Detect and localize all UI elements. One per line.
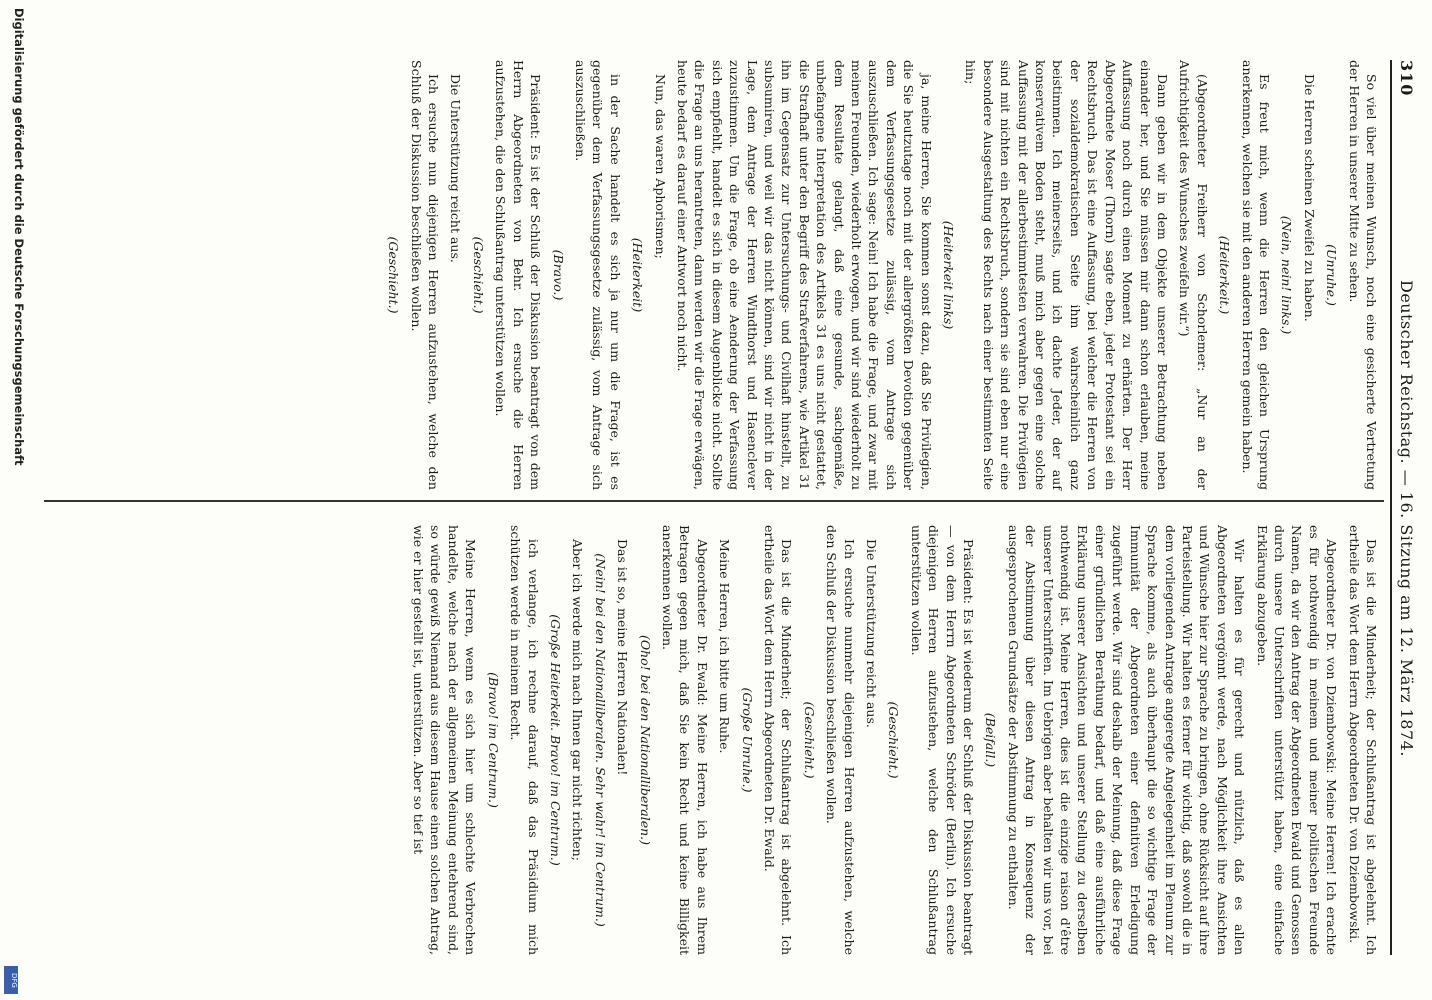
interjection: (Geschieht.) bbox=[886, 701, 902, 779]
interjection: (Unruhe.) bbox=[1324, 244, 1340, 306]
paragraph: Das ist die Minderheit; der Schlußantrag ist abgelehnt. Ich ertheile das Wort dem Herrn Abgeordneten Dr. von Dziembowski. bbox=[1346, 525, 1379, 955]
paragraph: So viel über meinen Wunsch, noch eine gesicherte Vertretung der Herren in unserer Mitte zu sehen. bbox=[1346, 60, 1379, 490]
dfg-logo bbox=[4, 966, 18, 994]
running-title: Deutscher Reichstag. — 16. Sitzung am 12. März 1874. bbox=[1397, 280, 1416, 757]
interjection: (Heiterkeit.) bbox=[1217, 235, 1233, 315]
interjection: (Heiterkeit links) bbox=[941, 220, 957, 330]
paragraph: Das ist die Minderheit; der Schlußantrag ist abgelehnt. Ich ertheile das Wort dem Herrn Abgeordneten Dr. Ewald. bbox=[762, 525, 795, 955]
interjection: (Bravo.) bbox=[550, 249, 566, 301]
paragraph: Das ist so, meine Herren Nationalen! bbox=[615, 539, 631, 776]
paragraph: ich verlange, ich rechne darauf, daß das Präsidium mich schützen werde in meinem Recht. bbox=[508, 525, 541, 955]
paragraph: (Abgeordneter Freiherr von Schorlemer: „Nur an der Aufrichtigkeit des Wunsches zweifeln wir.“) bbox=[1177, 60, 1210, 490]
paragraph: Nun, das waren Aphorismen; bbox=[652, 74, 668, 259]
interjection: (Nein! bei den Nationalliberalen. Sehr wahr! im Centrum.) bbox=[592, 553, 608, 927]
paragraph: Ich ersuche nunmehr diejenigen Herren aufzustehen, welche den Schluß der Diskussion beschließen wollen. bbox=[824, 525, 857, 955]
paragraph: Meine Herren, wenn es sich hier um schlechte Verbrechen handelte, welche nach der allgemeinen Meinung entehrend sind, so würde gewiß Niemand aus diesem Hause einen solchen Antrag, wie er hier gestellt ist, unterstützen. Aber so tief ist bbox=[411, 525, 479, 955]
paragraph: Wir halten es für gerecht und nützlich, daß es allen Abgeordneten vergönnt werde, nach Möglichkeit ihre Ansichten und Wünsche hier zur Sprache zu bringen, ohne Rücksicht auf ihre Parteistellung. Wir halten es ferner für wichtig, daß sowohl die in dem vorliegenden Antrage angeregte Angelegenheit im Plenum zur Sprache komme, als auch überhaupt die so wichtige Frage der Immunität der Abgeordneten einer definitiven Erledigung zugeführt werde. Wir sind deshalb der Meinung, daß diese Frage einer gründlichen Berathung bedarf, und daß eine ausführliche Erklärung unserer Ansichten und unserer Stellung zu derselben nothwendig ist. Meine Herren, dies ist die einzige raison d'être unserer Unterschriften. Im Uebrigen aber behalten wir uns vor, bei der Abstimmung über diesen Antrag in Konsequenz der ausgesprochenen Grundsätze der Abstimmung zu enthalten. bbox=[1005, 525, 1248, 955]
paragraph: Die Herren scheinen Zweifel zu haben. bbox=[1301, 74, 1317, 322]
left-column bbox=[380, 60, 1380, 490]
page-number: 310 bbox=[1397, 60, 1416, 97]
interjection: (Große Unruhe.) bbox=[739, 687, 755, 793]
interjection: (Geschieht.) bbox=[801, 701, 817, 779]
funding-notice: Digitalisierung gefördert durch die Deutsche Forschungsgemeinschaft bbox=[12, 8, 26, 466]
interjection: (Geschieht.) bbox=[386, 236, 402, 314]
interjection: (Nein, nein! links.) bbox=[1279, 215, 1295, 335]
paragraph: Es freut mich, wenn die Herren den gleichen Ursprung anerkennen, welchen sie mit den anderen Herren gemein haben. bbox=[1239, 60, 1272, 490]
paragraph: Abgeordneter Dr. Ewald: Meine Herren, ich habe aus Ihrem Betragen gegen mich, daß Sie kein Recht und keine Billigkeit anerkennen wollen. bbox=[659, 525, 710, 955]
paragraph: Aber ich werde mich nach Ihnen gar nicht richten; bbox=[570, 539, 586, 861]
paragraph: Die Unterstützung reicht aus. bbox=[864, 539, 880, 728]
paragraph: Die Unterstützung reicht aus. bbox=[448, 74, 464, 263]
page-header bbox=[1390, 60, 1422, 955]
interjection: (Beifall.) bbox=[983, 712, 999, 768]
paragraph: Ich ersuche nun diejenigen Herren aufzustehen, welche den Schluß der Diskussion beschließen wollen. bbox=[408, 60, 442, 490]
dfg-logo-text: DFG bbox=[10, 972, 18, 988]
interjection: (Oho! bei den Nationalliberalen.) bbox=[637, 634, 653, 846]
paragraph: Abgeordneter Dr. von Dziembowski: Meine Herren! Ich erachte es für nothwendig in meinem und meiner politischen Freunde Namen, da wir den Antrag der Abgeordneten Ewald und Genossen durch unsere Unterschriften unterstützt haben, eine einfache Erklärung abzugeben. bbox=[1254, 525, 1340, 955]
paragraph: Präsident: Es ist wiederum der Schluß der Diskussion beantragt — von dem Herrn Abgeordneten Schröder (Berlin). Ich ersuche diejenigen Herren aufzustehen, welche den Schlußantrag unterstützen wollen. bbox=[908, 525, 977, 955]
paragraph: Dann geben wir in dem Objekte unserer Betrachtung neben einander her, und Sie müssen mir dann schon erlauben, meine Auffassung noch durch einen Moment zu erhärten. Der Herr Abgeordnete Moser (Thorn) sagte eben, jeder Protestant sei ein Rechtsbruch. Das ist eine Auffassung, bei welcher die Herren von der sozialdemokratischen Seite ihm wahrscheinlich ganz beistimmen. Ich meinerseits, und ich dachte Jeder, der auf konservativem Boden steht, muß mich aber gegen eine solche Auffassung mit der allerbestimmtesten verwahren. Die Privilegien sind mit nichten ein Rechtsbruch, sondern sie sind eben nur eine besondere Ausgestaltung des Rechts nach einer bestimmten Seite hin; bbox=[963, 60, 1170, 490]
interjection: (Heiterkeit) bbox=[630, 237, 646, 313]
right-column bbox=[405, 525, 1380, 955]
interjection: (Bravo! im Centrum.) bbox=[485, 672, 501, 808]
paragraph: Präsident: Es ist der Schluß der Diskussion beantragt von dem Herrn Abgeordneten von Behr. Ich ersuche die Herren aufzustehen, die den Schlußantrag unterstützen wollen. bbox=[493, 60, 544, 490]
page-footer bbox=[0, 0, 32, 1000]
column-divider bbox=[44, 500, 1384, 502]
interjection: (Große Heiterkeit. Bravo! im Centrum.) bbox=[547, 614, 563, 866]
paragraph: in der Sache handelt es sich ja nur um die Frage, ist es gegenüber dem Verfassungsgesetze zulässig, vom Antrage sich auszuschließen. bbox=[572, 60, 623, 490]
paragraph: ja, meine Herren, Sie kommen sonst dazu, daß Sie Privilegien, die Sie heutzutage noch mit der allergrößten Devotion gegenüber dem Verfassungsgesetze zulässig, vom Antrage sich auszuschließen. Ich sage: Nein! Ich habe die Frage, und zwar mit meinen Freunden, wiederholt erwogen, und wir sind wiederholt zu dem Resultate gelangt, daß eine gesunde, sachgemäße, unbefangene Interpretation des Artikels 31 es uns nicht gestattet, die Strafhaft unter den Begriff des Strafverfahrens, wie Artikel 31 ihn im Gegensatz zur Untersuchungs- und Civilhaft hinstellt, zu subsumiren, und weil wir das nicht können, sind wir nicht in der Lage, dem Antrage der Herren Windthorst und Hasenclever zuzustimmen. Um die Frage, ob eine Aenderung der Verfassung sich empfiehlt, handelt es sich in diesem Augenblicke nicht. Sollte die Frage an uns herantreten, dann werden wir die Frage erwägen, heute bedarf es darauf einer Antwort noch nicht. bbox=[674, 60, 934, 491]
paragraph: Meine Herren, ich bitte um Ruhe. bbox=[717, 539, 733, 754]
interjection: (Geschieht.) bbox=[470, 236, 486, 314]
